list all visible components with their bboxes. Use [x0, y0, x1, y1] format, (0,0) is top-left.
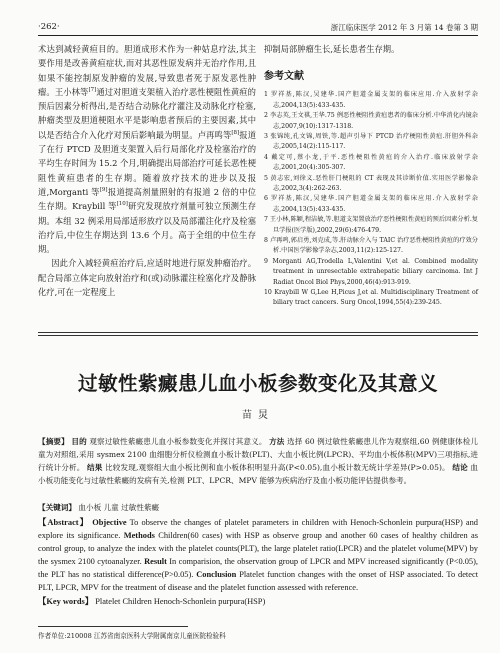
reference-item: 1 罗祥基,陈汉,吴建华.国产胆道金属支架的临床应用.介入放射学杂志,2004,13(5):433-435.: [264, 91, 478, 109]
reference-item: 9 Morganti AG,Trodella L,Valentini V,et al. Combined modality treatment in unresectable extrahepatic biliary carcinoma. Int J Radiat Oncol Biol Phys,2000,46(4):913-919.: [264, 257, 478, 286]
results-text: In comparision, the observation group of LPCR and MPV increased significantly (P<0.05), the PLT has no statistical difference(P>0.05).: [38, 557, 479, 580]
author-name: 苗炅: [242, 410, 274, 421]
objective-text: 观察过敏性紫癜患儿血小板参数变化并探讨其意义。: [89, 437, 267, 446]
methods-label: 方法: [269, 437, 285, 446]
keywords-chinese: [38, 501, 478, 514]
methods-text: 选择 60 例过敏性紫癜患儿作为观察组,60 例健康体检儿童为对照组,采用 sysmex 2100 血细胞分析仪检测血小板计数(PLT)、大血小板比例(LPCR)、平均血小板体积(MPV)三项指标,进行统计分析。: [38, 437, 479, 472]
results-label: Result: [144, 557, 167, 567]
reference-item: 4 戴定可,蔡小龙,于平.恶性梗阻性黄疸的介入治疗.临床放射学杂志,2001,20(4):305-307.: [264, 153, 478, 172]
article-divider: [38, 332, 478, 336]
references-heading: 参考文献: [264, 71, 304, 83]
objective-label: Objective: [92, 518, 127, 527]
reference-item: 8 卢再鸣,郭启勇,刘克成,等.肝动脉介入与 TAIC 治疗恶性梗阻性黄疸的疗效分析.中国医学影像学杂志,2003,11(2):125-127.: [264, 236, 478, 255]
citation-ref[interactable]: [10]: [116, 201, 128, 208]
abstract-label: 【Abstract】: [38, 518, 90, 527]
objective-text: To observe the changes of platelet parameters in children with Henoch-Schonlein purpura(HSP) and explore its significance.: [38, 518, 478, 541]
citation-ref[interactable]: [9]: [99, 187, 108, 194]
conclusion-text: Platelet function changes with the onset of HSP associated. To detect PLT, LPCR, MPV for the treatment of disease and the platelet function assessed with reference.: [38, 570, 479, 593]
conclusion-label: 结论: [452, 463, 468, 472]
right-column: [264, 42, 478, 309]
body-continuation: 抑制局部肿瘤生长,延长患者生存期。: [264, 44, 400, 54]
body-paragraph: 因此介入减轻黄疸治疗后,应适时地进行原发肿瘤治疗。配合局部立体定向放射治疗和(或)动脉灌注栓塞化疗及静脉化疗,可在一定程度上: [38, 258, 256, 298]
keywords-text: Platelet Children Henoch-Schonlein purpura(HSP): [95, 597, 266, 606]
reference-item: 7 王小林,陈颖,程洁敏,等.胆道支架置放治疗恶性梗阻性黄疸的预后因素分析.复旦学报(医学版),2002,29(6):476-479.: [264, 216, 478, 234]
citation-ref[interactable]: [8]: [231, 130, 240, 137]
author-affiliation: 作者单位:210008 江苏省南京医科大学附属南京儿童医院检验科: [38, 632, 226, 640]
conclusion-text: 血小板功能变化与过敏性紫癜的发病有关,检测 PLT、LPCR、MPV 能够为疾病治疗及血小板功能评估提供参考。: [38, 463, 478, 485]
running-header: [38, 22, 478, 36]
reference-item: 6 罗祥基,陈汉,吴建华.国产胆道金属支架的临床应用.介入放射学杂志,2004,13(5):433-435.: [264, 195, 478, 213]
methods-label: Methods: [123, 531, 155, 541]
abstract-chinese: [38, 435, 478, 487]
reference-item: 2 李志英,王文祺,王华.75 例恶性梗阻性黄疸患者的临床分析.中华消化内镜杂志,2007,9(10):1317-1318.: [264, 112, 478, 130]
left-column: [38, 42, 256, 299]
results-label: 结果: [87, 463, 103, 472]
keywords-label: 【Key words】: [38, 597, 94, 606]
article-title: 过敏性紫癜患儿血小板参数变化及其意义: [77, 372, 438, 395]
reference-list: [264, 90, 478, 309]
objective-label: 目的: [71, 437, 87, 446]
methods-text: Children(60 cases) with HSP as observe group and another 60 cases of healthy children as control group, to analyze the index with the platelet counts(PLT), the large platelet ratio(LPCR) and the platelet volume(MPV) by the sysmex 2100 cytoanalyzer.: [38, 531, 479, 567]
citation-ref[interactable]: [7]: [88, 87, 97, 94]
reference-item: 3 张锦纯,孔文锦,周铁,等.超声引导下 PTCD 治疗梗阻性黄疸.肝胆外科杂志,2005,14(2):115-117.: [264, 132, 478, 151]
reference-item: 10 Kraybill W G,Lee H,Picus J,et al. Multidisciplinary Treatment of biliary tract cancers. Surg Oncol,1994,55(4):239-245.: [264, 289, 478, 307]
keywords-english: [38, 595, 478, 608]
body-paragraph: 术达到减轻黄疸目的。胆道成形术作为一种姑息疗法,其主要作用是改善黄疸症状,而对其恶性原发病并无治疗作用,且如果不能控制原发肿瘤的发展,导致患者死于原发恶性肿瘤。王小林等[7]通过对胆道支架植入治疗恶性梗阻性黄疸的预后因素分析得出,是否结合动脉化疗灌注及动脉化疗栓塞,肿瘤类型及胆道梗阻水平是影响患者预后的主要因素,其中以是否结合介入化疗对预后影响最为明显。卢再鸣等[8]报道了在行 PTCD 及胆道支架置入后行局部化疗及栓塞治疗的平均生存时间为 15.2 个月,明确提出局部治疗可延长恶性梗阻性黄疸患者的生存期。随着放疗技术的进步以及报道,Morganti 等[9]报道提高剂量照射的有报道 2 倍的中位生存期。Kraybill 等[10]研究发现放疗剂量可独立预测生存期。本组 32 例采用局部适形放疗以及局部灌注化疗及栓塞治疗后,中位生存期达到 13.6 个月。高于全组的中位生存期。: [38, 44, 256, 255]
conclusion-label: Conclusion: [196, 570, 237, 580]
keywords-label: 【关键词】: [38, 503, 76, 512]
journal-citation: 浙江临床医学 2012 年 3 月第 14 卷第 3 期: [330, 23, 478, 32]
page-number: ·262·: [38, 22, 60, 32]
abstract-label: 【摘要】: [38, 437, 69, 446]
reference-item: 5 黄志宏,刘徐义.恶性肝门梗阻的 CT 表现及其诊断价值.实用医学影像杂志,2002,3(4):262-263.: [264, 174, 478, 192]
abstract-english: [38, 516, 478, 595]
results-text: 比较发现,观察组大血小板比例和血小板体积明显升高(P<0.05),血小板计数无统计学差异(P>0.05)。: [105, 463, 450, 472]
footnote-rule: [38, 626, 188, 627]
keywords-text: 血小板 儿童 过敏性紫癜: [78, 503, 160, 512]
